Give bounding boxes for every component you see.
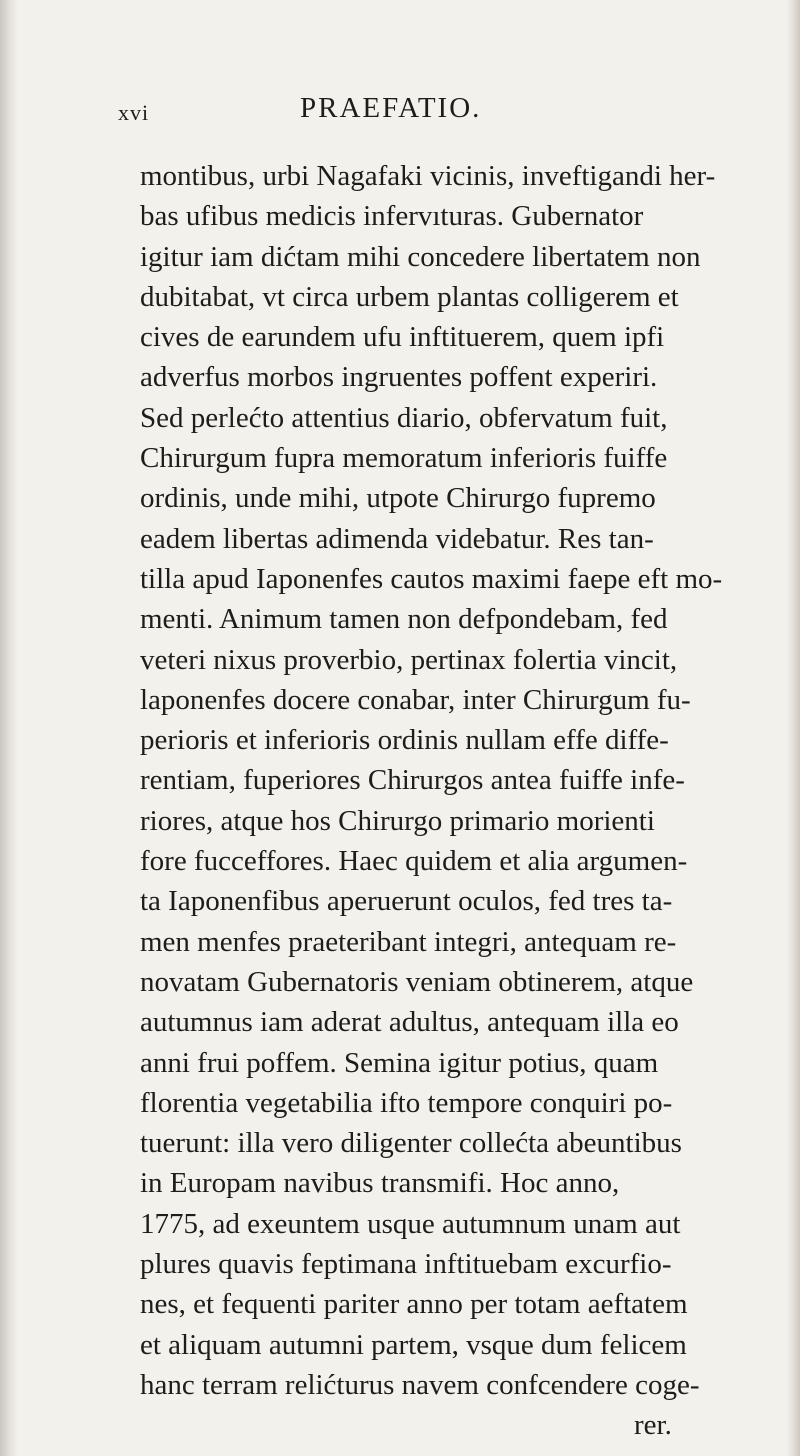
text-line: anni frui poffem. Semina igitur potius, quam bbox=[140, 1046, 659, 1079]
text-line: novatam Gubernatoris veniam obtinerem, atque bbox=[140, 965, 694, 998]
text-line: laponenfes docere conabar, inter Chirurgum fu- bbox=[140, 683, 691, 716]
text-line: rentiam, fuperiores Chirurgos antea fuiffe infe- bbox=[140, 764, 685, 797]
text-line: riores, atque hos Chirurgo primario morienti bbox=[140, 804, 655, 837]
text-line: tuerunt: illa vero diligenter collećta abeuntibus bbox=[140, 1127, 682, 1160]
text-line: eadem libertas adimenda videbatur. Res tan- bbox=[140, 522, 654, 555]
page-number: xvi bbox=[118, 100, 150, 125]
text-line: tilla apud Iaponenfes cautos maximi faepe eft mo- bbox=[140, 562, 723, 595]
text-line: cives de earundem ufu inftituerem, quem ipfi bbox=[140, 321, 665, 354]
page-left-edge bbox=[0, 0, 18, 1456]
text-line: dubitabat, vt circa urbem plantas colligerem et bbox=[140, 280, 679, 313]
text-line: menti. Animum tamen non defpondebam, fed bbox=[140, 603, 668, 636]
text-line: bas ufibus medicis infervıturas. Gubernator bbox=[140, 200, 644, 233]
body-text bbox=[140, 156, 800, 1446]
running-head: PRAEFATIO. bbox=[300, 92, 482, 124]
text-line: perioris et inferioris ordinis nullam effe diffe- bbox=[140, 724, 669, 757]
text-line: ordinis, unde mihi, utpote Chirurgo fupremo bbox=[140, 482, 656, 515]
text-line: 1775, ad exeuntem usque autumnum unam aut bbox=[140, 1207, 681, 1240]
text-line: igitur iam dićtam mihi concedere libertatem non bbox=[140, 240, 701, 273]
text-line: ta Iaponenfibus aperuerunt oculos, fed tres ta- bbox=[140, 885, 673, 918]
text-line: adverfus morbos ingruentes poffent experiri. bbox=[140, 361, 658, 394]
text-line: hanc terram relićturus navem confcendere coge- bbox=[140, 1368, 700, 1401]
text-line: Chirurgum fupra memoratum inferioris fuiffe bbox=[140, 442, 668, 475]
text-line: veteri nixus proverbio, pertinax folertia vincit, bbox=[140, 643, 678, 676]
text-line: florentia vegetabilia ifto tempore conquiri po- bbox=[140, 1086, 673, 1119]
text-line: in Europam navibus transmifi. Hoc anno, bbox=[140, 1167, 620, 1200]
text-line: plures quavis feptimana inftituebam excurfio- bbox=[140, 1248, 672, 1281]
text-line: rer. bbox=[634, 1409, 672, 1442]
text-line: men menfes praeteribant integri, antequam re- bbox=[140, 925, 677, 958]
text-line: et aliquam autumni partem, vsque dum felicem bbox=[140, 1328, 687, 1361]
text-line: fore fucceffores. Haec quidem et alia argumen- bbox=[140, 845, 688, 878]
page-header bbox=[118, 92, 758, 132]
text-line: autumnus iam aderat adultus, antequam illa eo bbox=[140, 1006, 679, 1039]
text-line: Sed perlećto attentius diario, obfervatum fuit, bbox=[140, 401, 668, 434]
text-line: montibus, urbi Nagafaki vicinis, inveftigandi her- bbox=[140, 160, 716, 192]
text-line: nes, et fequenti pariter anno per totam aeftatem bbox=[140, 1288, 688, 1321]
